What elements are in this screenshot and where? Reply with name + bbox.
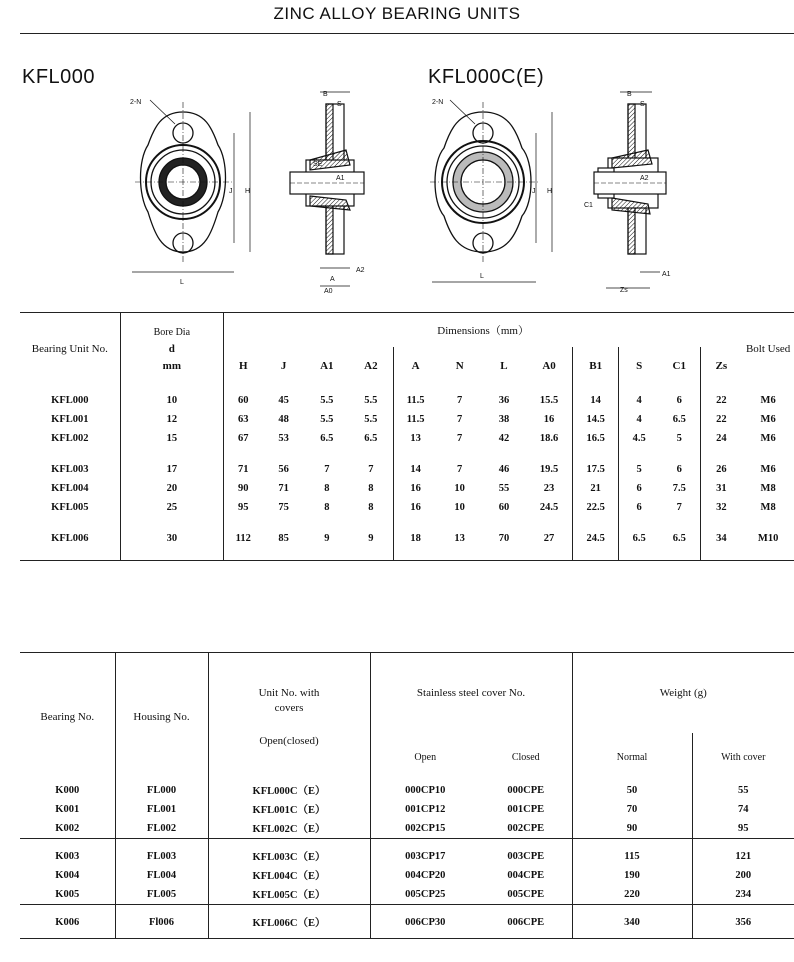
table-cell: 12 (120, 410, 223, 429)
dimensions-table (20, 312, 794, 561)
hdr-bearing-unit: Bearing Unit No. (31, 343, 108, 355)
table-cell: 22.5 (572, 498, 618, 517)
hdr-weight-normal: Normal (572, 733, 692, 781)
table-cell: 6 (619, 498, 659, 517)
table-cell: 7 (457, 464, 463, 475)
hdr-col-zs: Zs (700, 347, 742, 385)
table-cell: KFL006C（E） (208, 913, 370, 932)
dim-c1-right: C1 (584, 202, 593, 209)
table-cell: 18.6 (539, 433, 559, 444)
table-cell: KFL004 (51, 483, 89, 494)
table-cell: M6 (760, 414, 776, 425)
table-cell: KFL001 (51, 414, 89, 425)
table-row (20, 819, 794, 839)
table-cell: 60 (224, 385, 263, 410)
group-separator (20, 905, 794, 914)
table-cell: 32 (700, 498, 742, 517)
table-cell: 90 (572, 819, 692, 839)
table-cell: 004CPE (507, 870, 545, 881)
table-cell: 6.5 (320, 433, 334, 444)
table-cell: 55 (498, 483, 510, 494)
table-cell: 190 (572, 866, 692, 885)
dim-a-left: A (330, 276, 335, 283)
dim-h-right: H (547, 188, 553, 195)
table-cell: 16 (393, 498, 437, 517)
table-cell: 26 (700, 460, 742, 479)
table-cell: KFL000C（E） (208, 781, 370, 800)
table-cell: M6 (760, 464, 776, 475)
table-cell: 002CPE (507, 823, 545, 834)
table-cell: 13 (454, 533, 465, 544)
table-cell: 31 (700, 479, 742, 498)
table-row (20, 410, 794, 429)
row-gap (20, 517, 794, 529)
table-cell: 8 (368, 502, 374, 513)
table-cell: 6 (676, 464, 682, 475)
table-cell: K003 (55, 851, 80, 862)
table-cell: KFL003 (51, 464, 89, 475)
table-cell: 42 (498, 433, 510, 444)
table-cell: Fl006 (115, 913, 208, 932)
row-gap (20, 448, 794, 460)
dim-a2-left: A2 (356, 267, 365, 274)
table-cell: 6.5 (672, 533, 686, 544)
table-cell: 5 (619, 460, 659, 479)
table-cell: 17.5 (572, 460, 618, 479)
hdr-weight-with-cover: With cover (692, 733, 794, 781)
table-cell: KFL001C（E） (208, 800, 370, 819)
hdr-col-l: L (500, 360, 508, 372)
model-label-kfl000ce: KFL000C(E) (428, 66, 545, 88)
covers-weight-table (20, 652, 794, 939)
table-cell: 11.5 (393, 410, 437, 429)
kfl000-front-view (132, 100, 250, 272)
table-cell: 001CP12 (370, 800, 480, 819)
table-cell: M8 (760, 502, 776, 513)
table-cell: 9 (368, 533, 374, 544)
table-cell: 356 (692, 913, 794, 932)
hdr-bolt: Bolt Used (745, 343, 791, 355)
table-cell: 22 (700, 385, 742, 410)
table-cell: 14.5 (572, 410, 618, 429)
table-cell: 5.5 (364, 414, 378, 425)
table-cell: 220 (572, 885, 692, 905)
hdr-weight-label: Weight (g) (659, 686, 707, 699)
table-cell: 7 (457, 395, 463, 406)
table-cell: 9 (324, 533, 330, 544)
table-cell: 112 (224, 529, 263, 548)
table-cell: 20 (120, 479, 223, 498)
table-cell: 34 (700, 529, 742, 548)
technical-drawings (0, 0, 794, 310)
table-cell: 6 (619, 479, 659, 498)
callout-2n-left: 2-N (130, 99, 142, 106)
table-cell: 70 (498, 533, 510, 544)
table-cell: 22 (700, 410, 742, 429)
table-cell: 38 (498, 414, 510, 425)
table-cell: 4.5 (619, 429, 659, 448)
dim-a1-left: A1 (336, 175, 345, 182)
table-cell: 115 (572, 847, 692, 866)
hdr-bore-title: Bore Dia (153, 326, 191, 338)
table-cell: K004 (55, 870, 80, 881)
table-cell: 70 (572, 800, 692, 819)
callout-2n-right: 2-N (432, 99, 444, 106)
table-cell: K000 (55, 785, 80, 796)
table-cell: 74 (692, 800, 794, 819)
table-cell: 50 (572, 781, 692, 800)
table-cell: 8 (324, 502, 330, 513)
table-cell: KFL006 (51, 533, 89, 544)
table-row (20, 385, 794, 410)
table-cell: 24 (700, 429, 742, 448)
dim-j-right: J (532, 188, 536, 195)
table-cell: 13 (393, 429, 437, 448)
table-cell: 17 (120, 460, 223, 479)
table-cell: KFL004C（E） (208, 866, 370, 885)
table-cell: K006 (55, 917, 80, 928)
table-cell: 4 (619, 410, 659, 429)
table-row (20, 800, 794, 819)
hdr-col-b1: B1 (572, 347, 618, 385)
table-cell: 15.5 (539, 395, 559, 406)
table-cell: 15 (120, 429, 223, 448)
table-cell: 21 (572, 479, 618, 498)
table-cell: 55 (692, 781, 794, 800)
table-cell: M8 (760, 483, 776, 494)
dim-h-left: H (245, 188, 251, 195)
hdr-cover-no: Stainless steel cover No. (370, 653, 572, 734)
table-cell: 10 (120, 385, 223, 410)
table-row (20, 847, 794, 866)
table-cell: 19.5 (539, 464, 559, 475)
table-cell: K002 (55, 823, 80, 834)
dim-b-right: B (627, 91, 632, 98)
hdr-col-a0: A0 (542, 360, 556, 372)
table-row (20, 913, 794, 932)
table-cell: 23 (543, 483, 555, 494)
table-cell: FL005 (115, 885, 208, 905)
hdr-open-closed: Open(closed) (259, 734, 319, 747)
group-separator (20, 839, 794, 848)
table-cell: FL003 (115, 847, 208, 866)
table-cell: 30 (120, 529, 223, 548)
table-row (20, 498, 794, 517)
dim-s-left: S (337, 101, 342, 108)
table-cell: 63 (224, 410, 263, 429)
table-cell: KFL005 (51, 502, 89, 513)
hdr-bore-d: d (168, 342, 175, 355)
hdr-cover-closed: Closed (511, 751, 540, 763)
hdr-bearing-no: Bearing No. (40, 710, 95, 723)
table-cell: 7.5 (672, 483, 686, 494)
hdr-bore (120, 313, 223, 386)
hdr-col-a2: A2 (364, 360, 378, 372)
table-cell: 18 (393, 529, 437, 548)
table-cell: K005 (55, 889, 80, 900)
hdr-col-a1: A1 (320, 360, 334, 372)
table-cell: 121 (692, 847, 794, 866)
table-cell: 46 (498, 464, 510, 475)
dim-l-right: L (480, 273, 484, 280)
table-cell: KFL003C（E） (208, 847, 370, 866)
table-cell: 8 (368, 483, 374, 494)
table-cell: 003CP17 (370, 847, 480, 866)
table-cell: 006CPE (507, 917, 545, 928)
table-cell: 6.5 (364, 433, 378, 444)
table-cell: 16.5 (572, 429, 618, 448)
table-cell: 14 (393, 460, 437, 479)
dim-j-left: J (229, 188, 233, 195)
table-cell: 005CP25 (370, 885, 480, 905)
table-cell: M10 (757, 533, 779, 544)
table-cell: 8 (324, 483, 330, 494)
table-cell: 24.5 (572, 529, 618, 548)
hdr-col-j: J (280, 360, 287, 372)
table-cell: KFL005C（E） (208, 885, 370, 905)
hdr-col-h: H (224, 347, 263, 385)
table-cell: 7 (457, 414, 463, 425)
table-row (20, 529, 794, 548)
table-cell: 95 (692, 819, 794, 839)
dim-a1-right: A1 (662, 271, 671, 278)
table-row (20, 866, 794, 885)
table-row (20, 885, 794, 905)
table-cell: 6.5 (672, 414, 686, 425)
table-cell: 14 (572, 385, 618, 410)
table-cell: 67 (224, 429, 263, 448)
table-cell: 000CPE (507, 785, 545, 796)
hdr-housing-no: Housing No. (115, 653, 208, 782)
table-cell: 90 (224, 479, 263, 498)
hdr-col-a: A (393, 347, 437, 385)
table-cell: 5.5 (320, 395, 334, 406)
table-cell: 24.5 (539, 502, 559, 513)
table-cell: 7 (676, 502, 682, 513)
table-cell: 71 (278, 483, 289, 494)
table-cell: M6 (760, 433, 776, 444)
table-cell: 11.5 (393, 385, 437, 410)
table-cell: 56 (278, 464, 289, 475)
table-cell: 200 (692, 866, 794, 885)
table-cell: 001CPE (507, 804, 545, 815)
hdr-unit-no (208, 653, 370, 782)
table-cell: 340 (572, 913, 692, 932)
table-cell: 45 (278, 395, 289, 406)
hdr-unit-with-covers: Unit No. with covers (258, 686, 320, 714)
table-cell: KFL002 (51, 433, 89, 444)
hdr-col-c1: C1 (672, 360, 686, 372)
table-cell: 16 (543, 414, 555, 425)
kfl000-side-view (290, 92, 364, 286)
table-cell: 234 (692, 885, 794, 905)
table-cell: 53 (278, 433, 289, 444)
table-cell: 36 (498, 395, 510, 406)
hdr-bore-unit: mm (162, 359, 181, 372)
table-cell: M6 (760, 395, 776, 406)
table-cell: 006CP30 (370, 913, 480, 932)
dim-zs-right: Zs (620, 287, 628, 294)
table-cell: 10 (454, 483, 465, 494)
table-cell: 85 (278, 533, 289, 544)
table-cell: 75 (278, 502, 289, 513)
table-cell: 95 (224, 498, 263, 517)
dim-s-right: S (640, 101, 645, 108)
table-cell: 7 (457, 433, 463, 444)
table-cell: 4 (619, 385, 659, 410)
hdr-col-s: S (619, 347, 659, 385)
page-title: ZINC ALLOY BEARING UNITS (273, 4, 521, 23)
table-cell: 16 (393, 479, 437, 498)
table-cell: 25 (120, 498, 223, 517)
hdr-weight (572, 653, 794, 734)
table-cell: 60 (498, 502, 510, 513)
table-cell: FL002 (115, 819, 208, 839)
table-row (20, 479, 794, 498)
table-cell: FL001 (115, 800, 208, 819)
table-cell: 27 (543, 533, 555, 544)
dim-b-left: B (323, 91, 328, 98)
table-cell: KFL002C（E） (208, 819, 370, 839)
table-cell: 10 (454, 502, 465, 513)
table-cell: 6 (676, 395, 682, 406)
table-cell: 5.5 (320, 414, 334, 425)
table-cell: FL000 (115, 781, 208, 800)
hdr-dimensions: Dimensions（mm） (224, 313, 743, 348)
table-cell: 6.5 (619, 529, 659, 548)
seal-label: SE (313, 161, 323, 168)
table-cell: 48 (278, 414, 289, 425)
table-cell: KFL000 (51, 395, 89, 406)
table-cell: 000CP10 (370, 781, 480, 800)
table-cell: 002CP15 (370, 819, 480, 839)
table-row (20, 781, 794, 800)
table-row (20, 429, 794, 448)
hdr-col-n: N (455, 360, 464, 372)
table-cell: 5 (676, 433, 682, 444)
table-cell: 7 (368, 464, 374, 475)
table-cell: 003CPE (507, 851, 545, 862)
kfl000ce-side-view (594, 92, 666, 288)
table-cell: 71 (224, 460, 263, 479)
table-cell: FL004 (115, 866, 208, 885)
dim-l-left: L (180, 279, 184, 286)
dim-a0-left: A0 (324, 288, 333, 295)
table-cell: 004CP20 (370, 866, 480, 885)
table-cell: 005CPE (507, 889, 545, 900)
model-label-kfl000: KFL000 (22, 66, 96, 88)
table-cell: K001 (55, 804, 80, 815)
table-row (20, 460, 794, 479)
hdr-cover-open: Open (370, 733, 480, 781)
table-cell: 5.5 (364, 395, 378, 406)
dim-a2-right: A2 (640, 175, 649, 182)
table-cell: 7 (324, 464, 330, 475)
